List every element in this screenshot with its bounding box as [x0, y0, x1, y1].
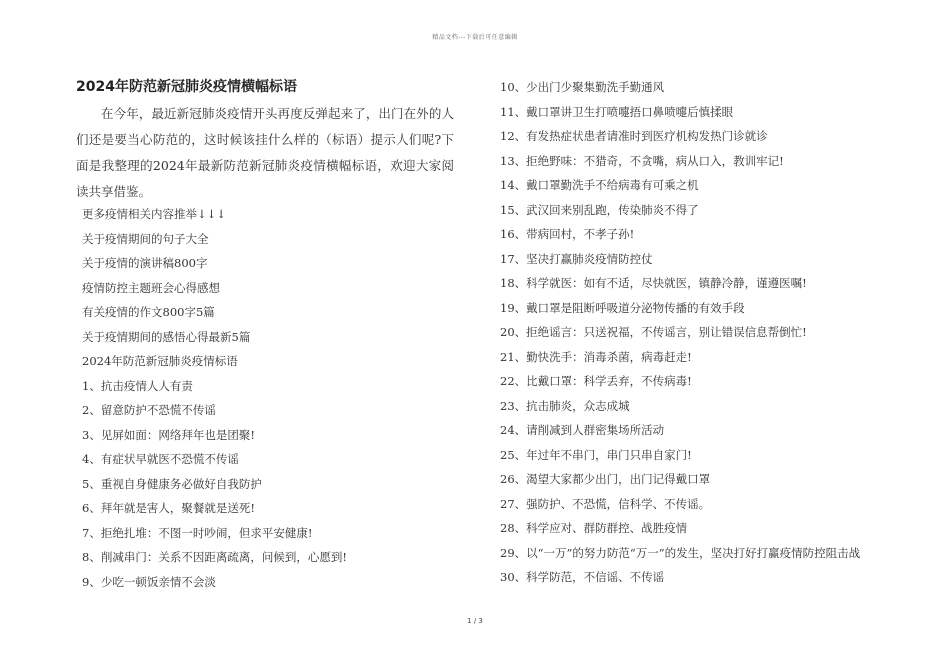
list-item: 2、留意防护不恐慌不传谣: [82, 403, 216, 417]
list-item: 30、科学防范，不信谣、不传谣: [500, 570, 665, 584]
list-item: 26、渴望大家都少出门，出门记得戴口罩: [500, 472, 711, 486]
list-item: 19、戴口罩是阻断呼吸道分泌物传播的有效手段: [500, 300, 745, 315]
intro-paragraph: 在今年，最近新冠肺炎疫情开头再度反弹起来了，出门在外的人们还是要当心防范的，这时候该挂什么样的（标语）提示人们呢?下面是我整理的2024年最新防范新冠肺炎疫情横幅标语，欢迎大家阅读共享借鉴。: [76, 106, 454, 199]
list-item: 4、有症状早就医不恐慌不传谣: [82, 452, 239, 466]
list-item: 1、抗击疫情人人有责: [82, 378, 193, 393]
right-column-list: [500, 75, 900, 590]
list-item: 6、拜年就是害人，聚餐就是送死!: [82, 501, 255, 515]
list-item: 5、重视自身健康务必做好自我防护: [82, 476, 262, 491]
page-header-note: 精品文档---下载后可任意编辑: [432, 34, 518, 41]
list-item: 29、以“一万”的努力防范“万一”的发生，坚决打好打赢疫情防控阻击战: [500, 545, 861, 560]
list-item: 14、戴口罩勤洗手不给病毒有可乘之机: [500, 178, 699, 192]
list-item: 关于疫情期间的感悟心得最新5篇: [82, 329, 251, 344]
list-item: 15、武汉回来别乱跑，传染肺炎不得了: [500, 202, 699, 217]
list-item: 13、拒绝野味：不猎奇，不贪嘴，病从口入，教训牢记!: [500, 153, 784, 168]
list-item: 7、拒绝扎堆：不图一时吵闹，但求平安健康!: [82, 525, 313, 540]
list-item: 20、拒绝谣言：只送祝福，不传谣言，别让错误信息帮倒忙!: [500, 325, 807, 339]
list-item: 28、科学应对、群防群控、战胜疫情: [500, 521, 688, 535]
list-item: 更多疫情相关内容推举↓↓↓: [82, 207, 226, 221]
list-item: 24、请削减到人群密集场所活动: [500, 423, 665, 437]
list-item: 25、年过年不串门，串门只串自家门!: [500, 447, 692, 462]
list-item: 10、少出门少聚集勤洗手勤通风: [500, 80, 665, 94]
list-item: 8、削减串门：关系不因距离疏离，问候到，心愿到!: [82, 550, 347, 564]
list-item: 有关疫情的作文800字5篇: [82, 305, 215, 319]
document-title: 2024年防范新冠肺炎疫情横幅标语: [76, 79, 297, 95]
list-item: 11、戴口罩讲卫生打喷嚏捂口鼻喷嚏后慎揉眼: [500, 104, 734, 119]
list-item: 12、有发热症状患者请准时到医疗机构发热门诊就诊: [500, 129, 768, 143]
list-item: 关于疫情期间的句子大全: [82, 231, 209, 246]
page-number: 1 / 3: [467, 617, 483, 625]
list-item: 3、见屏如面：网络拜年也是团聚!: [82, 427, 255, 442]
left-column-list: [82, 202, 472, 594]
list-item: 17、坚决打赢肺炎疫情防控仗: [500, 251, 653, 266]
list-item: 18、科学就医：如有不适，尽快就医，镇静冷静，谨遵医嘱!: [500, 276, 807, 290]
list-item: 23、抗击肺炎，众志成城: [500, 398, 630, 413]
list-item: 疫情防控主题班会心得感想: [82, 280, 220, 295]
list-item: 2024年防范新冠肺炎疫情标语: [82, 354, 238, 368]
list-item: 21、勤快洗手：消毒杀菌，病毒赶走!: [500, 349, 692, 364]
list-item: 27、强防护、不恐慌，信科学、不传谣。: [500, 496, 711, 511]
list-item: 关于疫情的演讲稿800字: [82, 256, 208, 270]
list-item: 22、比戴口罩：科学丢弃，不传病毒!: [500, 374, 692, 388]
list-item: 9、少吃一顿饭亲情不会淡: [82, 574, 216, 589]
list-item: 16、带病回村，不孝子孙!: [500, 227, 635, 241]
